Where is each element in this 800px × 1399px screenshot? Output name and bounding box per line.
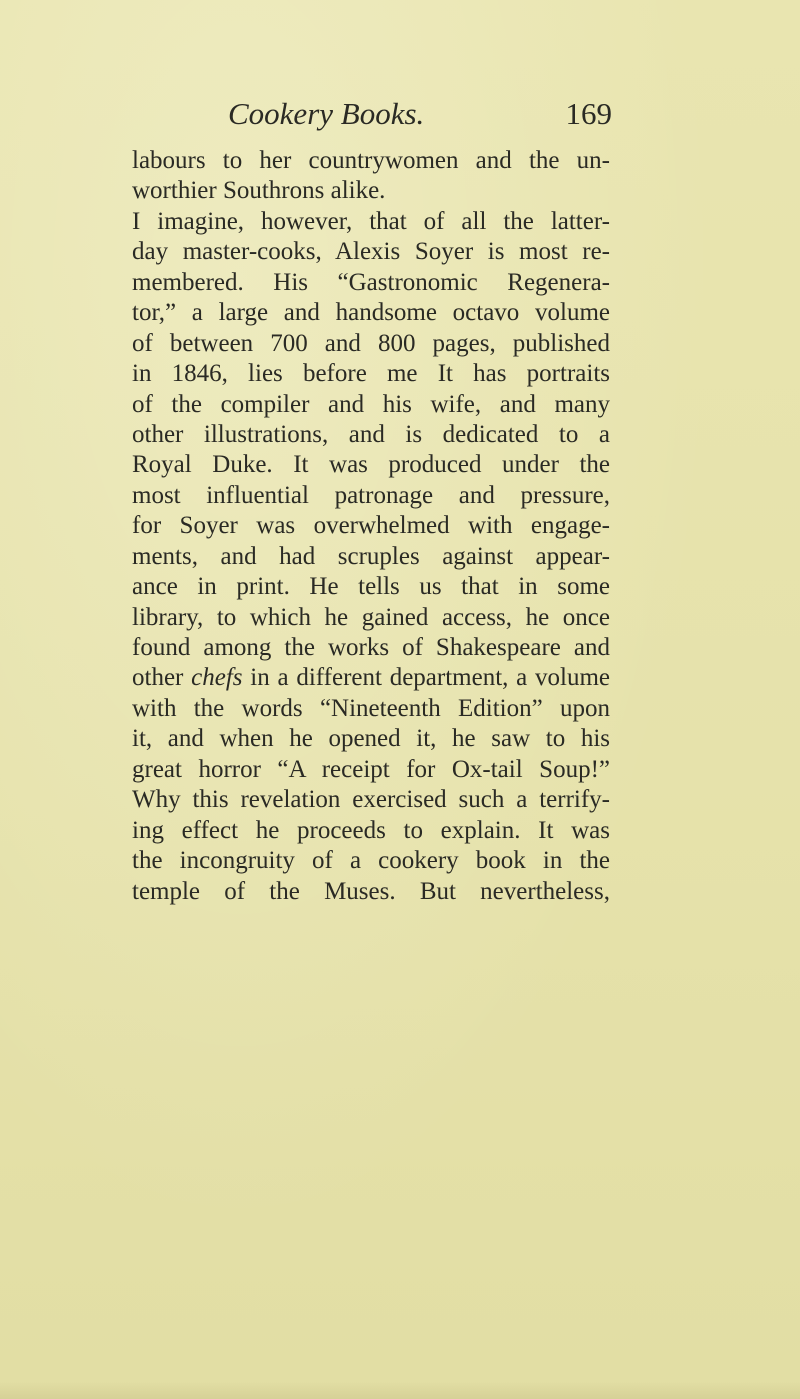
text-line: great horror “A receipt for Ox-tail Soup!” xyxy=(132,755,610,783)
text-line: worthier Southrons alike. xyxy=(132,177,386,205)
body-text xyxy=(132,146,610,907)
text-line: for Soyer was overwhelmed with engage- xyxy=(132,512,610,540)
text-line: Royal Duke. It was produced under the xyxy=(132,451,610,479)
text-line: of between 700 and 800 pages, published xyxy=(132,329,610,357)
text-line: labours to her countrywomen and the un- xyxy=(132,147,610,174)
text-line: tor,” a large and handsome octavo volume xyxy=(132,299,610,327)
text-line: ance in print. He tells us that in some xyxy=(132,573,610,601)
page-edge-shadow xyxy=(0,1381,800,1399)
text-line: in 1846, lies before me It has portraits xyxy=(132,360,610,388)
text-line: Why this revelation exercised such a terrify- xyxy=(132,786,610,814)
text-line: most influential patronage and pressure, xyxy=(132,481,610,509)
text-line: membered. His “Gastronomic Regenera- xyxy=(132,268,610,296)
text-line: other illustrations, and is dedicated to a xyxy=(132,420,610,448)
text-line xyxy=(132,663,610,693)
page-number: 169 xyxy=(565,96,612,131)
text-line: I imagine, however, that of all the latter- xyxy=(132,207,610,235)
text-line: the incongruity of a cookery book in the xyxy=(132,847,610,875)
text-run: in a different department, a volume xyxy=(242,664,611,692)
page-header xyxy=(228,96,612,136)
italic-word: chefs xyxy=(191,664,243,692)
text-line: of the compiler and his wife, and many xyxy=(132,390,610,418)
running-title: Cookery Books. xyxy=(228,96,425,131)
text-line: with the words “Nineteenth Edition” upon xyxy=(132,694,610,722)
text-line: ments, and had scruples against appear- xyxy=(132,542,610,570)
text-line: it, and when he opened it, he saw to his xyxy=(132,725,610,753)
text-line: found among the works of Shakespeare and xyxy=(132,634,610,661)
text-line: library, to which he gained access, he once xyxy=(132,603,610,631)
text-line: day master-cooks, Alexis Soyer is most re- xyxy=(132,238,610,266)
text-line: temple of the Muses. But nevertheless, xyxy=(132,877,610,905)
text-run: other xyxy=(132,664,192,692)
text-line: ing effect he proceeds to explain. It was xyxy=(132,816,610,844)
